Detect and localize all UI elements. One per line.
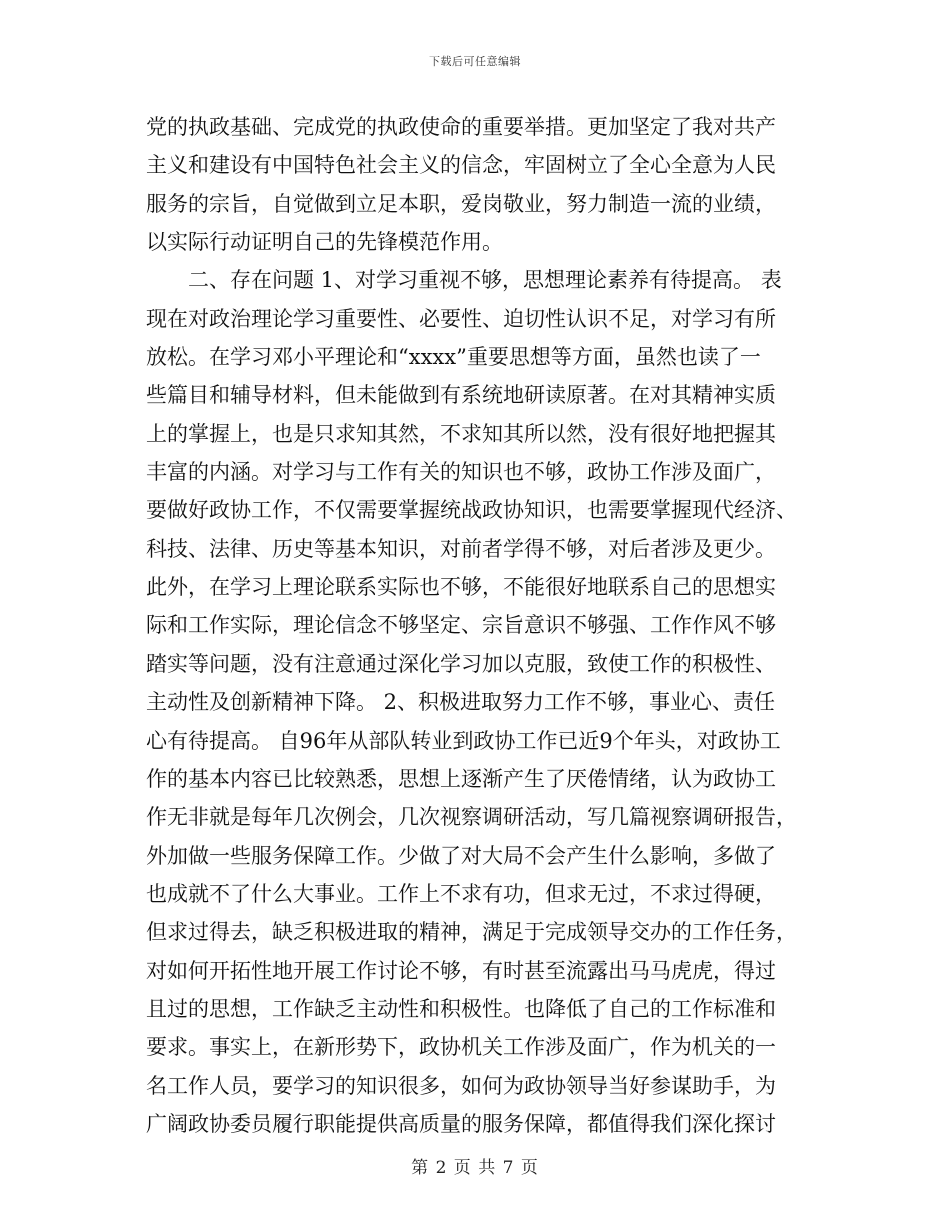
text-line: 丰富的内涵。对学习与工作有关的知识也不够，政协工作涉及面广， — [146, 460, 776, 485]
text-line: 现在对政治理论学习重要性、必要性、迫切性认识不足，对学习有所 — [146, 306, 776, 331]
text-line: 党的执政基础、完成党的执政使命的重要举措。更加坚定了我对共产 — [146, 115, 776, 139]
text-line: 作无非就是每年几次例会，几次视察调研活动，写几篇视察调研报告， — [146, 805, 797, 830]
text-line: 但求过得去，缺乏积极进取的精神，满足于完成领导交办的工作任务， — [146, 920, 797, 945]
text-line: 广阔政协委员履行职能提供高质量的服务保障，都值得我们深化探讨 — [146, 1111, 776, 1136]
page-footer: 第 2 页 共 7 页 — [411, 1158, 539, 1178]
text-line: 些篇目和辅导材料，但未能做到有系统地研读原著。在对其精神实质 — [146, 383, 776, 408]
text-line: 服务的宗旨，自觉做到立足本职，爱岗敬业，努力制造一流的业绩， — [146, 191, 776, 216]
text-line: 要做好政协工作，不仅需要掌握统战政协知识，也需要掌握现代经济、 — [146, 498, 797, 523]
text-line: 对如何开拓性地开展工作讨论不够，有时甚至流露出马马虎虎，得过 — [146, 958, 776, 983]
text-line: 外加做一些服务保障工作。少做了对大局不会产生什么影响，多做了 — [146, 843, 776, 868]
text-line: 心有待提高。 自96年从部队转业到政协工作已近9个年头，对政协工 — [146, 728, 781, 753]
body-text — [146, 108, 816, 1143]
text-line: 踏实等问题，没有注意通过深化学习加以克服，致使工作的积极性、 — [146, 651, 776, 676]
text-line: 主义和建设有中国特色社会主义的信念，牢固树立了全心全意为人民 — [146, 153, 776, 178]
text-line: 作的基本内容已比较熟悉，思想上逐渐产生了厌倦情绪，认为政协工 — [146, 766, 776, 791]
text-line: 也成就不了什么大事业。工作上不求有功，但求无过，不求过得硬， — [146, 881, 776, 906]
page-header: 下载后可任意编辑 — [429, 55, 521, 68]
text-line: 际和工作实际，理论信念不够坚定、宗旨意识不够强、工作作风不够 — [146, 613, 776, 638]
text-line: 以实际行动证明自己的先锋模范作用。 — [146, 230, 503, 255]
text-line: 科技、法律、历史等基本知识，对前者学得不够，对后者涉及更少。 — [146, 536, 776, 561]
text-line: 名工作人员，要学习的知识很多，如何为政协领导当好参谋助手，为 — [146, 1073, 776, 1098]
text-line: 主动性及创新精神下降。 2、积极进取努力工作不够，事业心、责任 — [146, 690, 776, 715]
text-line: 上的掌握上，也是只求知其然，不求知其所以然，没有很好地把握其 — [146, 421, 776, 446]
text-line: 且过的思想，工作缺乏主动性和积极性。也降低了自己的工作标准和 — [146, 996, 776, 1021]
text-line: 二、存在问题 1、对学习重视不够，思想理论素养有待提高。 表 — [146, 268, 782, 293]
text-line: 放松。在学习邓小平理论和“xxxx”重要思想等方面，虽然也读了一 — [146, 345, 761, 370]
text-line: 要求。事实上，在新形势下，政协机关工作涉及面广，作为机关的一 — [146, 1035, 776, 1060]
text-line: 此外，在学习上理论联系实际也不够，不能很好地联系自己的思想实 — [146, 575, 776, 600]
